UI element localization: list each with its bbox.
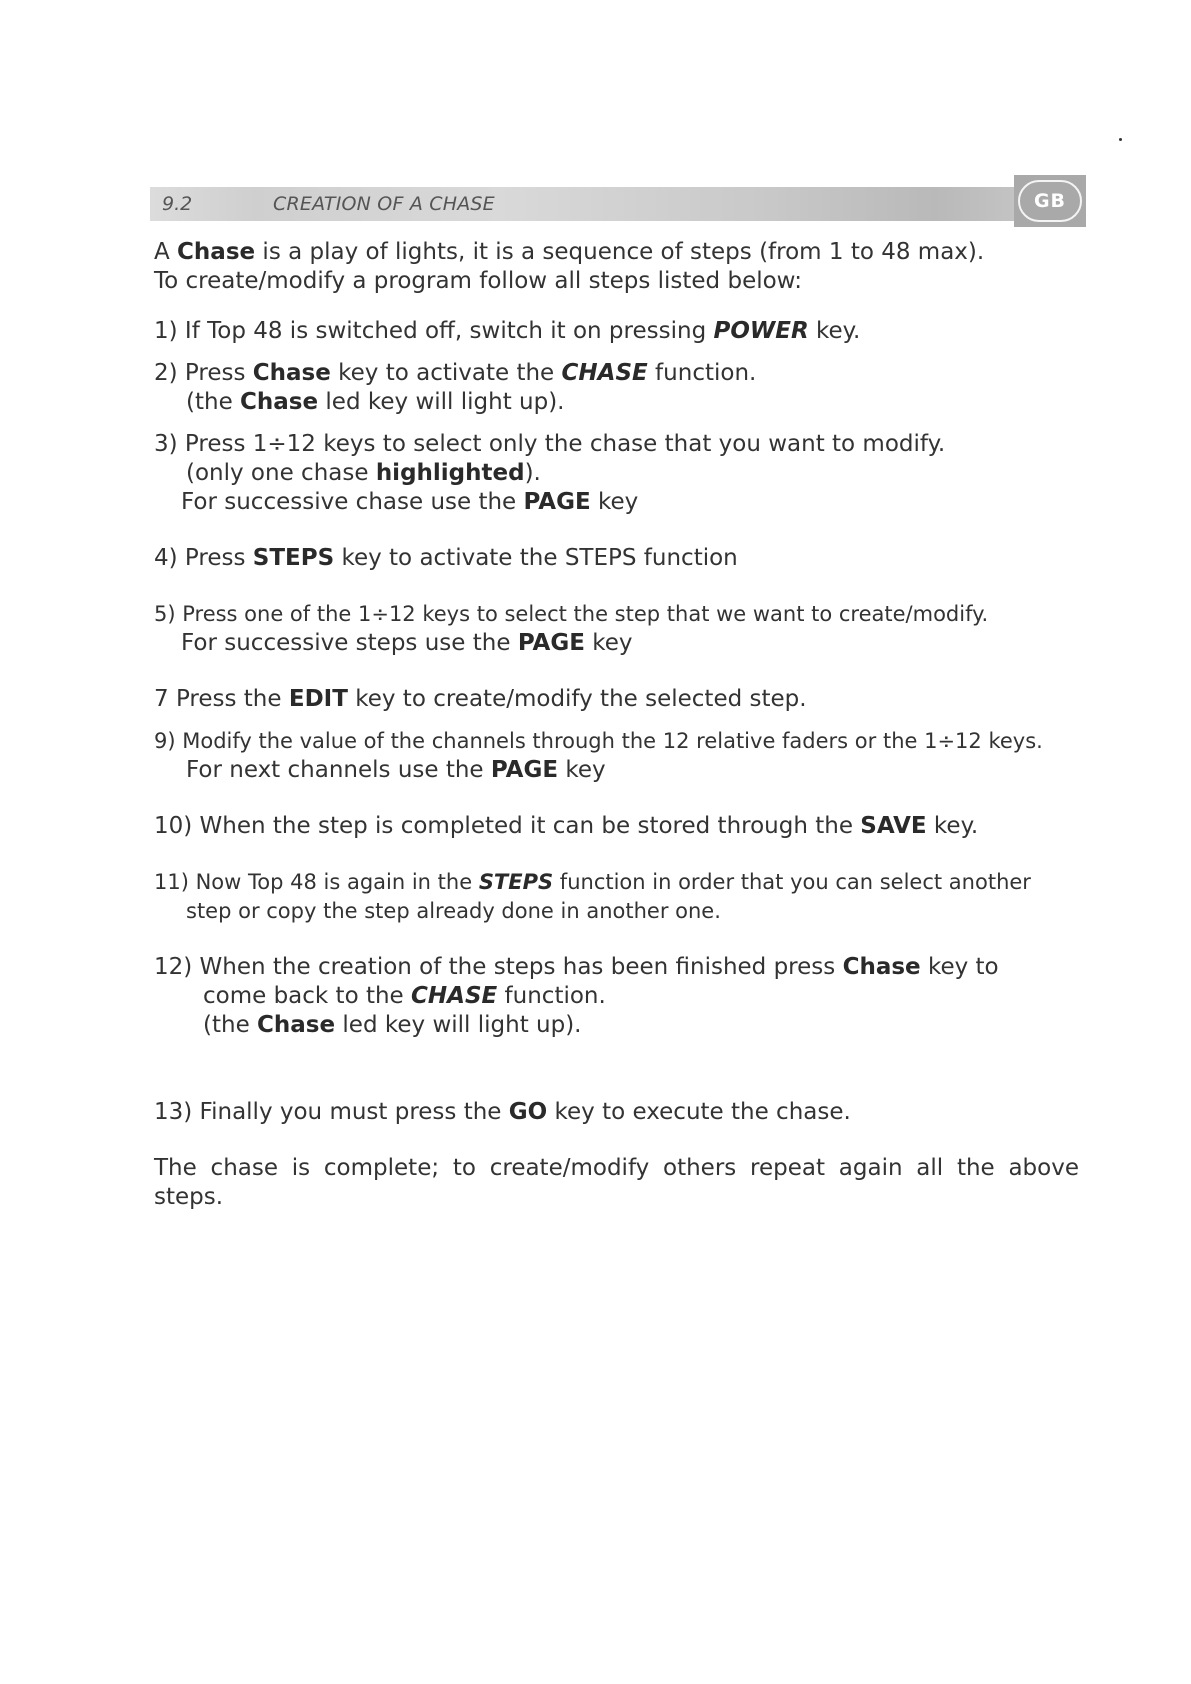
step-2 <box>154 359 1079 417</box>
page-content <box>154 238 1079 1212</box>
closing-paragraph: The chase is complete; to create/modify others repeat again all the above steps. <box>154 1155 1079 1210</box>
step-4: 4) Press STEPS key to activate the STEPS function <box>154 545 738 571</box>
step-5 <box>154 600 1079 658</box>
intro-line-1: A Chase is a play of lights, it is a sequence of steps (from 1 to 48 max). <box>154 239 985 265</box>
step-12-line-2: come back to the CHASE function. <box>203 983 606 1009</box>
step-11-line-2: step or copy the step already done in another one. <box>186 899 721 923</box>
step-2-line-2: (the Chase led key will light up). <box>186 389 565 415</box>
step-2-line-1: 2) Press Chase key to activate the CHASE function. <box>154 360 757 386</box>
step-12-line-1: 12) When the creation of the steps has been finished press Chase key to <box>154 954 999 980</box>
step-9-line-2: For next channels use the PAGE key <box>186 757 606 783</box>
step-12-line-3: (the Chase led key will light up). <box>203 1012 582 1038</box>
step-11 <box>154 868 1079 926</box>
intro-paragraph <box>154 238 1079 296</box>
language-badge <box>1014 175 1086 227</box>
section-number: 9.2 <box>162 193 193 215</box>
step-12 <box>154 953 1079 1040</box>
step-3-line-2: (only one chase highlighted). <box>186 460 541 486</box>
step-7: 7 Press the EDIT key to create/modify the selected step. <box>154 686 807 712</box>
section-title: CREATION OF A CHASE <box>273 193 495 215</box>
intro-line-2: To create/modify a program follow all steps listed below: <box>154 268 802 294</box>
step-9-line-1: 9) Modify the value of the channels through the 12 relative faders or the 1÷12 keys. <box>154 729 1043 753</box>
language-badge-label: GB <box>1018 180 1082 222</box>
step-5-line-1: 5) Press one of the 1÷12 keys to select the step that we want to create/modify. <box>154 602 989 626</box>
step-13: 13) Finally you must press the GO key to execute the chase. <box>154 1099 851 1125</box>
step-3-line-1: 3) Press 1÷12 keys to select only the chase that you want to modify. <box>154 431 946 457</box>
step-3-line-3: For successive chase use the PAGE key <box>181 489 639 515</box>
step-10: 10) When the step is completed it can be stored through the SAVE key. <box>154 813 979 839</box>
step-3 <box>154 430 1079 517</box>
scan-speck <box>1119 138 1122 141</box>
step-1: 1) If Top 48 is switched off, switch it on pressing POWER key. <box>154 318 861 344</box>
section-header-bar <box>150 187 1022 221</box>
step-11-line-1: 11) Now Top 48 is again in the STEPS function in order that you can select another <box>154 870 1031 894</box>
step-5-line-2: For successive steps use the PAGE key <box>181 630 633 656</box>
step-9 <box>154 727 1079 785</box>
